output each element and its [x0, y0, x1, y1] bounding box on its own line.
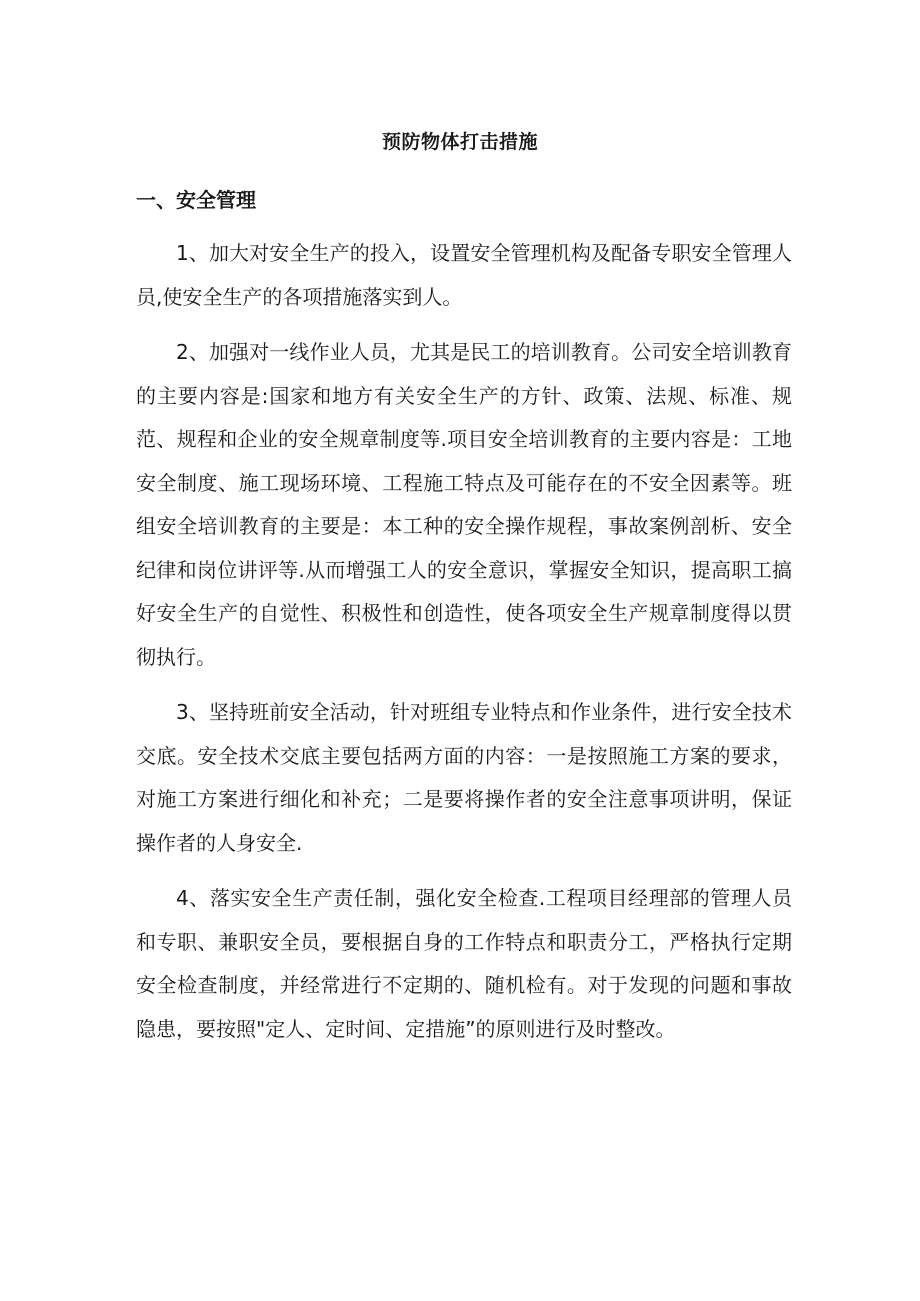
document-title: 预防物体打击措施: [381, 131, 538, 153]
paragraph-2: 2、加强对一线作业人员，尤其是民工的培训教育。公司安全培训教育的主要内容是:国家和地方有关安全生产的方针、政策、法规、标准、规范、规程和企业的安全规章制度等.项目安全培训教育的主要内容是：工地安全制度、施工现场环境、工程施工特点及可能存在的不安全因素等。班组安全培训教育的主要是：本工种的安全操作规程，事故案例剖析、安全纪律和岗位讲评等.从而增强工人的安全意识，掌握安全知识，提高职工搞好安全生产的自觉性、积极性和创造性，使各项安全生产规章制度得以贯彻执行。: [136, 340, 792, 669]
document-body: [136, 232, 792, 1063]
paragraph-4: 4、落实安全生产责任制，强化安全检查.工程项目经理部的管理人员和专职、兼职安全员，要根据自身的工作特点和职责分工，严格执行定期安全检查制度，并经常进行不定期的、随机检有。对于发现的问题和事故隐患，要按照"定人、定时间、定措施”的原则进行及时整改。: [136, 886, 792, 1041]
paragraph-1: 1、加大对安全生产的投入，设置安全管理机构及配备专职安全管理人员,使安全生产的各项措施落实到人。: [136, 241, 792, 309]
section-heading: 一、安全管理: [136, 188, 256, 212]
paragraph-3: 3、坚持班前安全活动，针对班组专业特点和作业条件，进行安全技术交底。安全技术交底主要包括两方面的内容：一是按照施工方案的要求，对施工方案进行细化和补充；二是要将操作者的安全注意事项讲明，保证操作者的人身安全.: [136, 700, 792, 855]
